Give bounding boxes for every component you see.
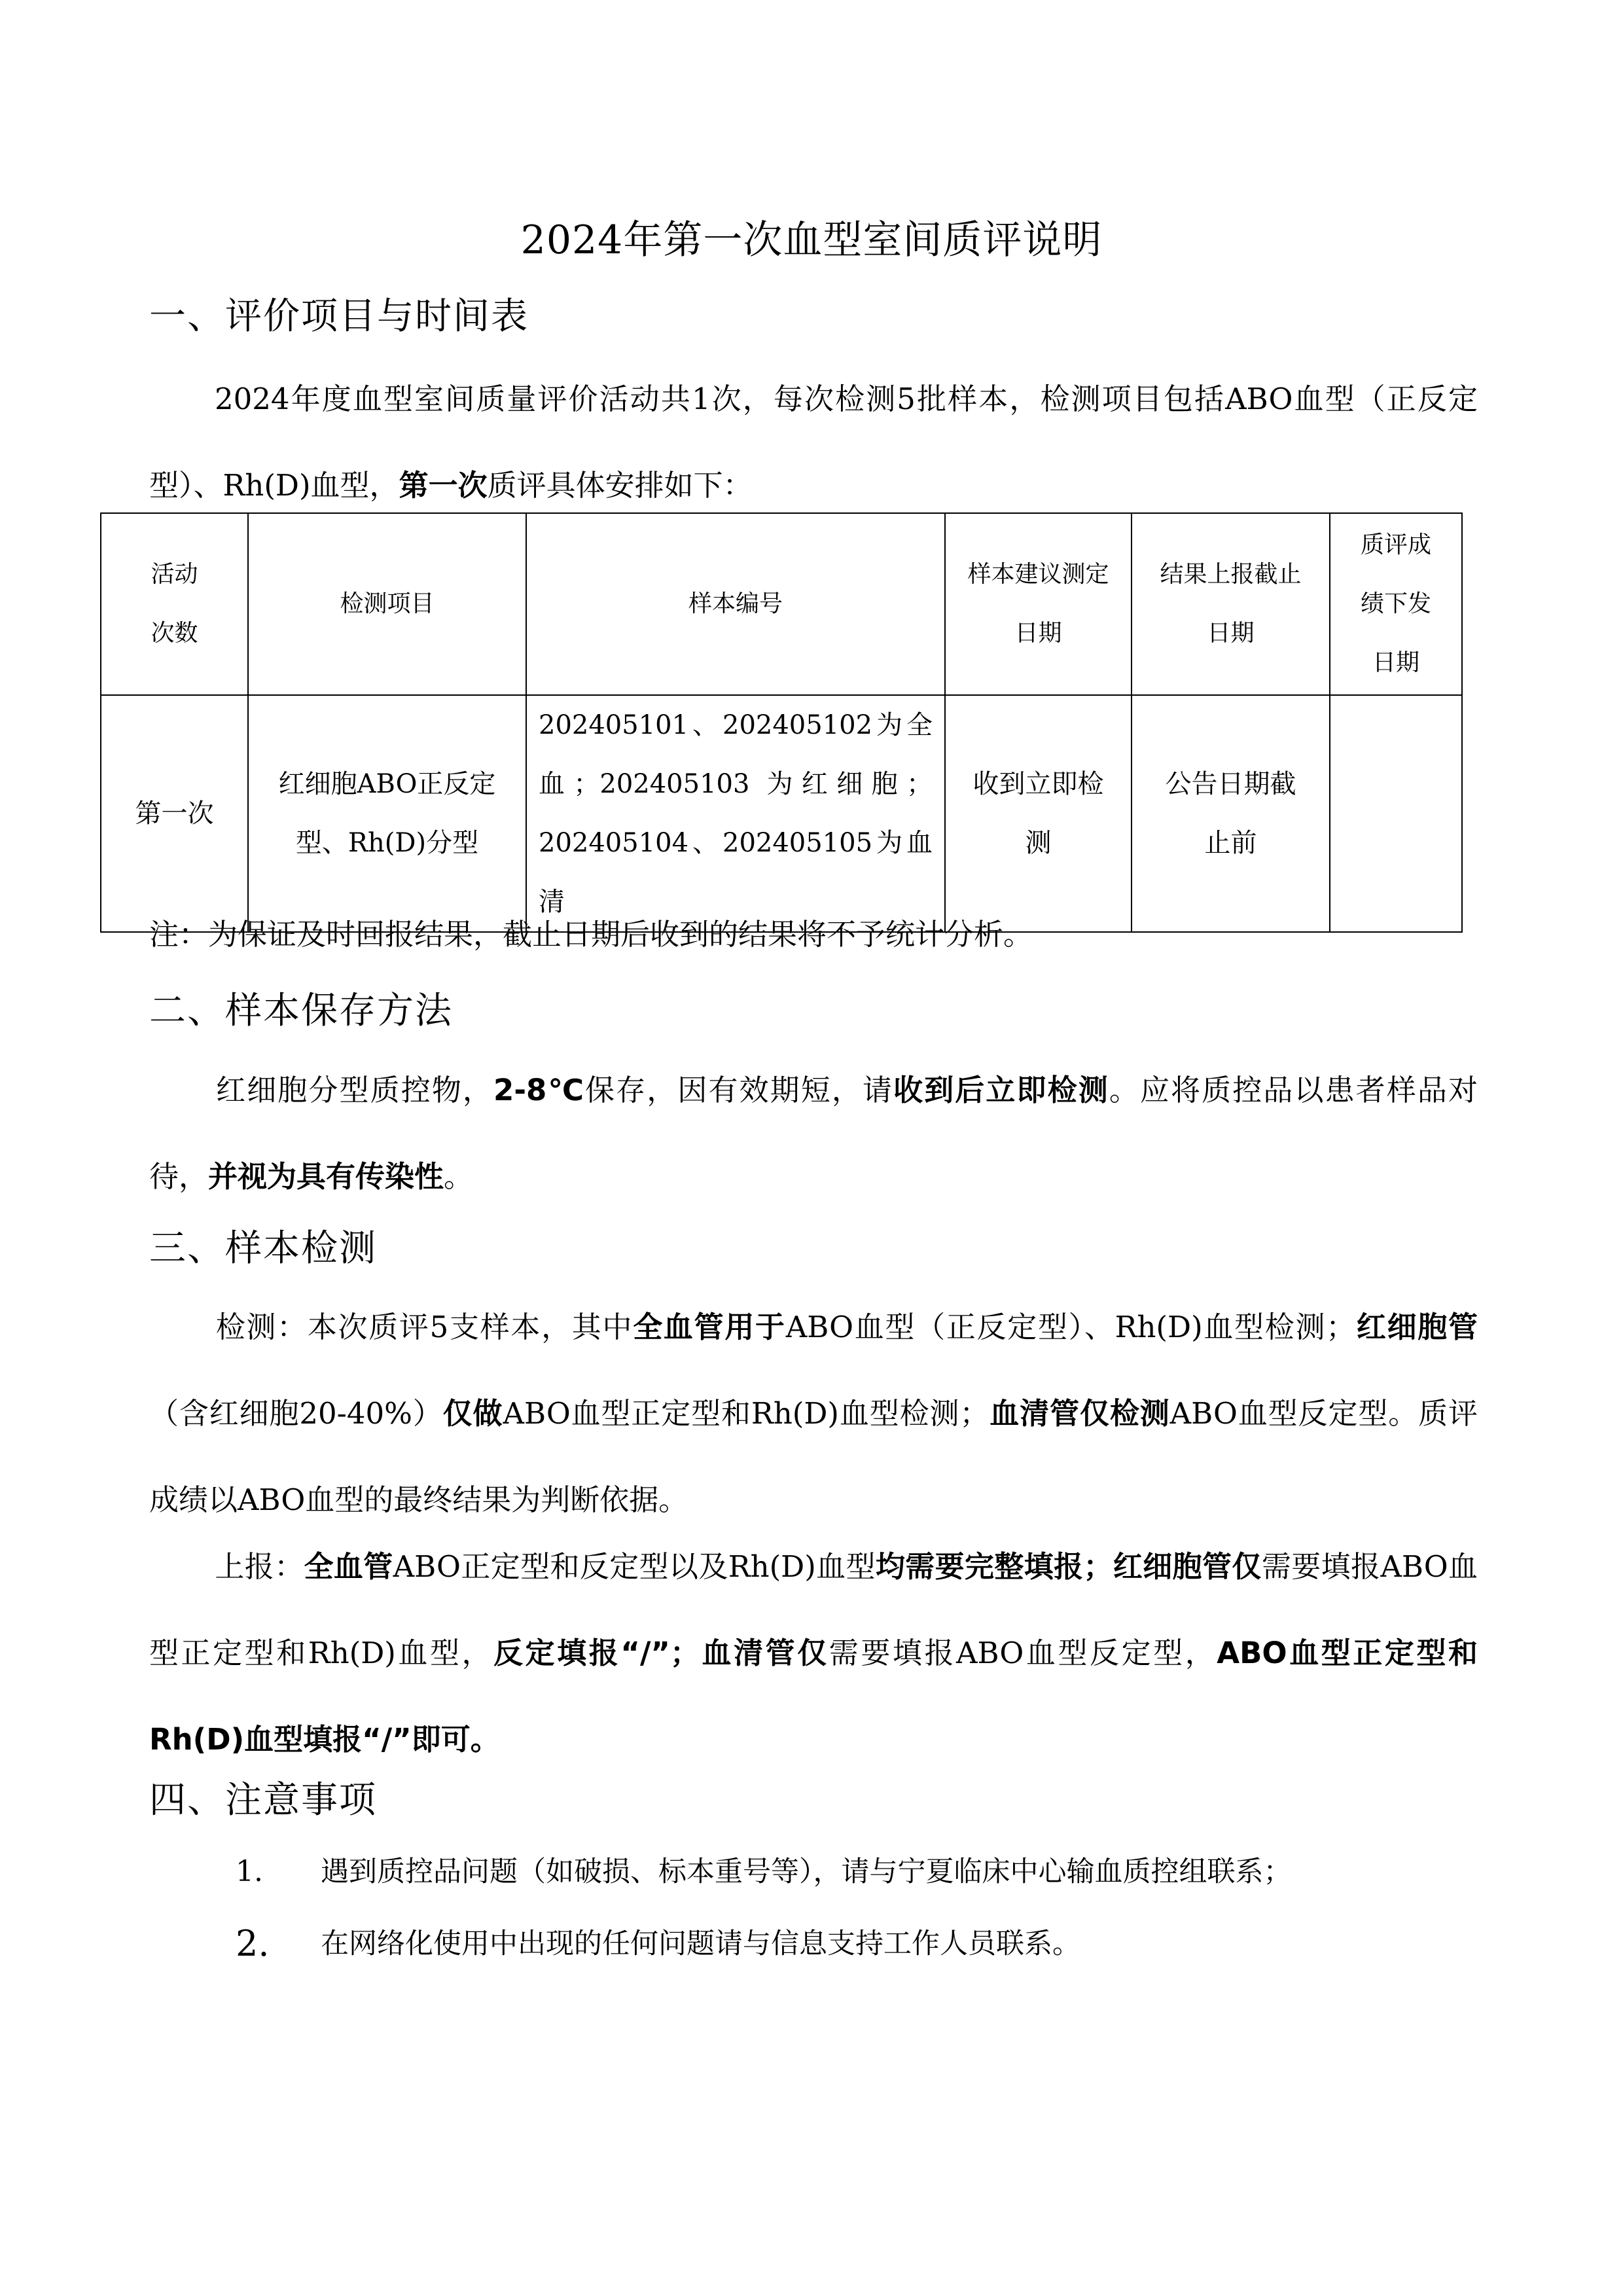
- header-cell-release: 质评成 绩下发 日期: [1330, 513, 1462, 695]
- storage-paragraph: [149, 1047, 1478, 1220]
- cell-release: [1330, 695, 1462, 932]
- cell-samples: 202405101、202405102为全血；202405103 为红细胞；202405104、202405105为血清: [526, 695, 945, 932]
- section-heading-2: 二、样本保存方法: [149, 990, 453, 1032]
- report-bold-3: 反定填报“/”；血清管仅: [493, 1636, 829, 1670]
- list-text: 在网络化使用中出现的任何问题请与信息支持工作人员联系。: [321, 1928, 1080, 1960]
- cell-round: 第一次: [101, 695, 248, 932]
- detection-text-2: ABO血型（正反定型）、Rh(D)血型检测；: [785, 1310, 1356, 1344]
- header-cell-samples: 样本编号: [526, 513, 945, 695]
- storage-text-2: 保存，因有效期短，请: [585, 1073, 894, 1107]
- cell-test-date: 收到立即检 测: [945, 695, 1132, 932]
- intro-bold: 第一次: [399, 468, 488, 503]
- report-text-2: ABO正定型和反定型以及Rh(D)血型: [393, 1549, 876, 1584]
- list-number: 2.: [236, 1923, 270, 1964]
- report-text-4: 需要填报ABO血型反定型，: [829, 1636, 1217, 1670]
- table-header-row: [101, 513, 1462, 695]
- storage-text-3: 。应将质控品以患者样品对待，: [149, 1073, 1478, 1194]
- list-number: 1.: [236, 1855, 263, 1888]
- storage-bold-1: 2-8℃: [493, 1073, 586, 1107]
- storage-text-4: 。: [444, 1159, 474, 1194]
- detection-bold-4: 血清管仅检测: [989, 1396, 1170, 1431]
- section-heading-3: 三、样本检测: [149, 1227, 377, 1270]
- intro-paragraph: [149, 356, 1478, 529]
- report-paragraph: [149, 1524, 1478, 1783]
- header-cell-deadline: 结果上报截止 日期: [1132, 513, 1330, 695]
- storage-bold-2: 收到后立即检测: [893, 1073, 1109, 1107]
- section-heading-1: 一、评价项目与时间表: [149, 295, 529, 338]
- storage-text-1: 红细胞分型质控物，: [215, 1073, 494, 1107]
- storage-bold-3: 并视为具有传染性: [208, 1159, 444, 1194]
- detection-bold-1: 全血管用于: [633, 1310, 786, 1344]
- detection-text-4: ABO血型正定型和Rh(D)血型检测；: [503, 1396, 990, 1431]
- document-title: 2024年第一次血型室间质评说明: [520, 217, 1103, 263]
- intro-text: 2024年度血型室间质量评价活动共1次，每次检测5批样本，检测项目包括ABO血型（正反定型）、Rh(D)血型，: [149, 382, 1478, 503]
- list-item: [0, 1846, 1623, 1898]
- cell-deadline: 公告日期截 止前: [1132, 695, 1330, 932]
- report-bold-4: ABO血型正定型和Rh(D)血型填报“/”即可。: [149, 1636, 1478, 1757]
- table-note: 注：为保证及时回报结果，截止日期后收到的结果将不予统计分析。: [149, 917, 1033, 952]
- list-item: [0, 1918, 1623, 1970]
- intro-text-end: 质评具体安排如下：: [487, 468, 753, 503]
- header-cell-items: 检测项目: [248, 513, 526, 695]
- detection-paragraph: [149, 1284, 1478, 1543]
- table-row: [101, 695, 1462, 932]
- report-bold-1: 全血管: [304, 1549, 393, 1584]
- detection-bold-3: 仅做: [442, 1396, 503, 1431]
- report-text-1: 上报：: [215, 1549, 304, 1584]
- list-text: 遇到质控品问题（如破损、标本重号等），请与宁夏临床中心输血质控组联系；: [321, 1856, 1292, 1888]
- header-cell-round: 活动 次数: [101, 513, 248, 695]
- report-bold-2: 均需要完整填报；红细胞管仅: [875, 1549, 1262, 1584]
- detection-text-5: ABO血型反定型。质评成绩以ABO血型的最终结果为判断依据。: [149, 1396, 1478, 1517]
- detection-text-3: （含红细胞20-40%）: [149, 1396, 443, 1431]
- cell-items: 红细胞ABO正反定 型、Rh(D)分型: [248, 695, 526, 932]
- header-cell-test-date: 样本建议测定 日期: [945, 513, 1132, 695]
- detection-bold-2: 红细胞管: [1355, 1310, 1478, 1344]
- schedule-table: [100, 512, 1463, 933]
- detection-text-1: 检测：本次质评5支样本，其中: [215, 1310, 633, 1344]
- section-heading-4: 四、注意事项: [149, 1779, 377, 1821]
- report-text-3: 需要填报ABO血型正定型和Rh(D)血型，: [149, 1549, 1478, 1670]
